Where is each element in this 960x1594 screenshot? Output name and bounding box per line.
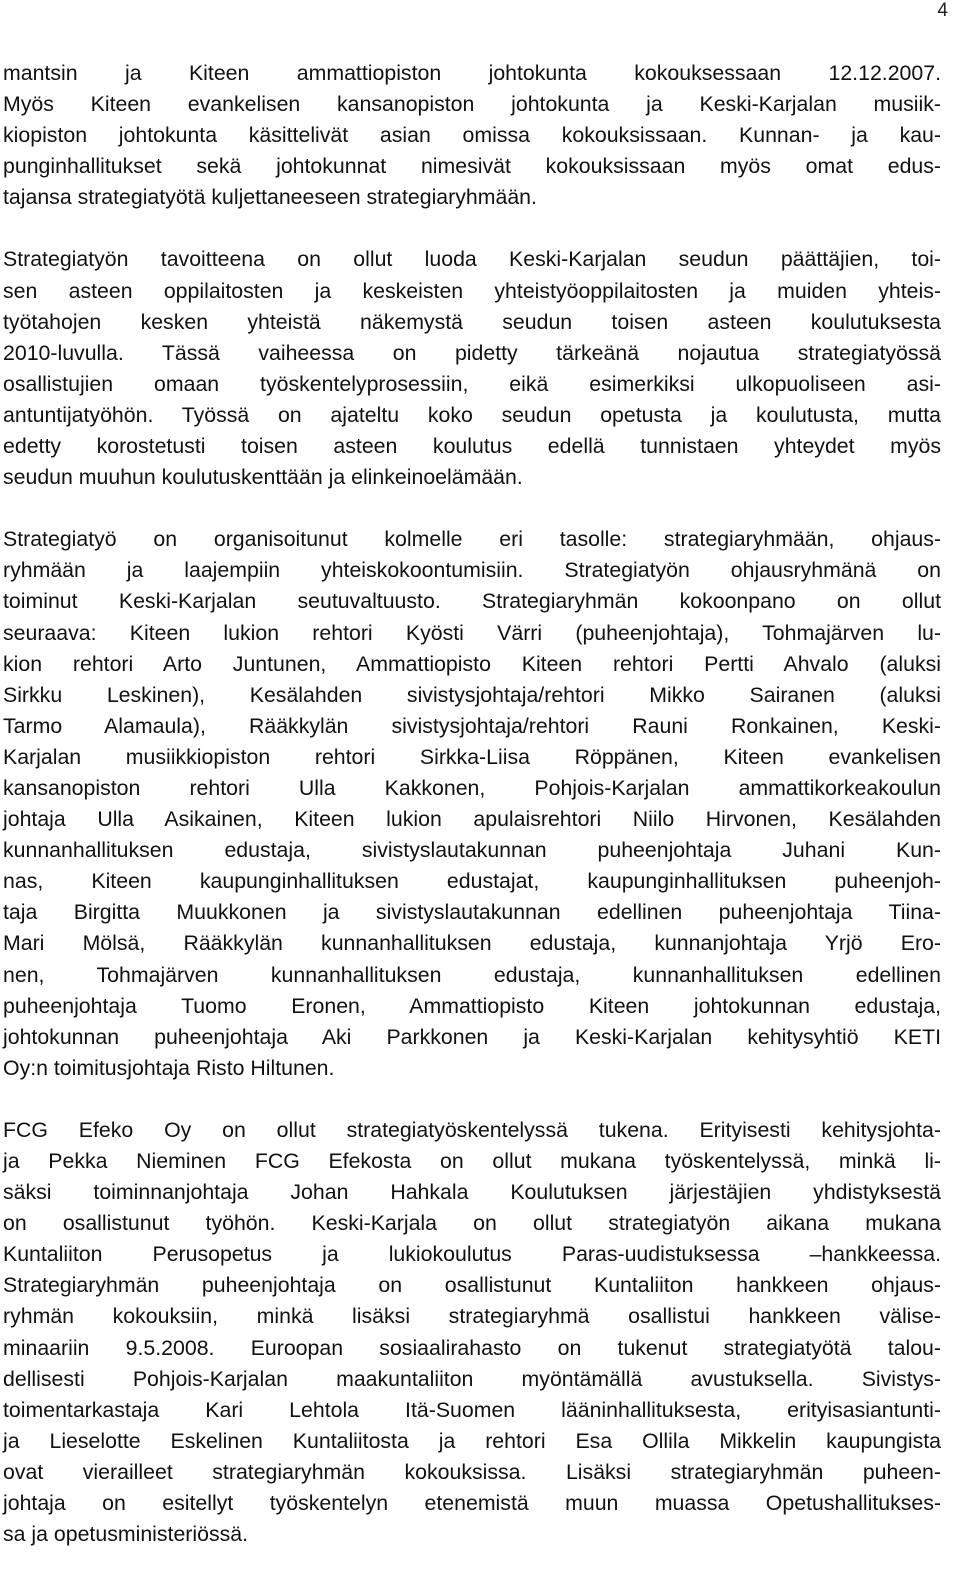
- text-line: osallistujien omaan työskentelyprosessiin, eikä esimerkiksi ulkopuoliseen asi-: [3, 371, 941, 396]
- text-line: toimentarkastaja Kari Lehtola Itä-Suomen lääninhallituksesta, erityisasiantunti-: [3, 1397, 941, 1422]
- text-line: johtaja Ulla Asikainen, Kiteen lukion apulaisrehtori Niilo Hirvonen, Kesälahden: [3, 807, 941, 832]
- text-line: ryhmän kokouksiin, minkä lisäksi strategiaryhmä osallistui hankkeen välise-: [3, 1304, 941, 1329]
- text-line: seuraava: Kiteen lukion rehtori Kyösti Värri (puheenjohtaja), Tohmajärven lu-: [3, 620, 941, 645]
- text-line: punginhallitukset sekä johtokunnat nimesivät kokouksissaan myös omat edus-: [3, 154, 941, 179]
- paragraph: [3, 524, 941, 1084]
- text-line: Myös Kiteen evankelisen kansanopiston johtokunta ja Keski-Karjalan musiik-: [3, 92, 941, 117]
- paragraph: [3, 58, 941, 213]
- text-line: taja Birgitta Muukkonen ja sivistyslautakunnan edellinen puheenjohtaja Tiina-: [3, 900, 941, 925]
- text-line: Tarmo Alamaula), Rääkkylän sivistysjohtaja/rehtori Rauni Ronkainen, Keski-: [3, 713, 941, 738]
- text-line: nen, Tohmajärven kunnanhallituksen edustaja, kunnanhallituksen edellinen: [3, 962, 941, 987]
- text-line: ryhmään ja laajempiin yhteiskokoontumisiin. Strategiatyön ohjausryhmänä on: [3, 558, 941, 583]
- text-line: kunnanhallituksen edustaja, sivistyslautakunnan puheenjohtaja Juhani Kun-: [3, 838, 941, 863]
- text-line: sa ja opetusministeriössä.: [3, 1522, 249, 1547]
- text-line: Mari Mölsä, Rääkkylän kunnanhallituksen edustaja, kunnanjohtaja Yrjö Ero-: [3, 931, 941, 956]
- text-line: ja Pekka Nieminen FCG Efekosta on ollut mukana työskentelyssä, minkä li-: [3, 1149, 941, 1173]
- text-line: Kuntaliiton Perusopetus ja lukiokoulutus Paras-uudistuksessa –hankkeessa.: [3, 1242, 941, 1267]
- text-line: ovat vierailleet strategiaryhmän kokouksissa. Lisäksi strategiaryhmän puheen-: [3, 1459, 941, 1484]
- text-line: antuntijatyöhön. Työssä on ajateltu koko seudun opetusta ja koulutusta, mutta: [3, 402, 941, 427]
- text-line: 2010-luvulla. Tässä vaiheessa on pidetty tärkeänä nojautua strategiatyössä: [3, 340, 941, 365]
- text-line: Karjalan musiikkiopiston rehtori Sirkka-Liisa Röppänen, Kiteen evankelisen: [3, 744, 941, 769]
- text-line: Sirkku Leskinen), Kesälahden sivistysjohtaja/rehtori Mikko Sairanen (aluksi: [3, 682, 941, 707]
- paragraph: [3, 244, 941, 493]
- paragraph: [3, 1115, 941, 1550]
- text-line: mantsin ja Kiteen ammattiopiston johtokunta kokouksessaan 12.12.2007.: [3, 61, 941, 85]
- text-line: Oy:n toimitusjohtaja Risto Hiltunen.: [3, 1055, 335, 1080]
- text-line: on osallistunut työhön. Keski-Karjala on ollut strategiatyön aikana mukana: [3, 1211, 941, 1236]
- text-line: Strategiaryhmän puheenjohtaja on osallistunut Kuntaliiton hankkeen ohjaus-: [3, 1273, 941, 1298]
- text-line: johtokunnan puheenjohtaja Aki Parkkonen ja Keski-Karjalan kehitysyhtiö KETI: [3, 1024, 941, 1049]
- text-line: toiminut Keski-Karjalan seutuvaltuusto. Strategiaryhmän kokoonpano on ollut: [3, 589, 941, 614]
- text-line: sen asteen oppilaitosten ja keskeisten yhteistyöoppilaitosten ja muiden yhteis-: [3, 278, 941, 303]
- document-body: [3, 58, 941, 1581]
- text-line: FCG Efeko Oy on ollut strategiatyöskentelyssä tukena. Erityisesti kehitysjohta-: [3, 1117, 941, 1142]
- text-line: minaariin 9.5.2008. Euroopan sosiaalirahasto on tukenut strategiatyötä talou-: [3, 1335, 941, 1360]
- text-line: tajansa strategiatyötä kuljettaneeseen strategiaryhmään.: [3, 185, 537, 210]
- text-line: Strategiatyö on organisoitunut kolmelle eri tasolle: strategiaryhmään, ohjaus-: [3, 527, 941, 552]
- text-line: johtaja on esitellyt työskentelyn etenemistä muun muassa Opetushallitukses-: [3, 1491, 941, 1516]
- text-line: Strategiatyön tavoitteena on ollut luoda Keski-Karjalan seudun päättäjien, toi-: [3, 247, 941, 272]
- text-line: ja Lieselotte Eskelinen Kuntaliitosta ja rehtori Esa Ollila Mikkelin kaupungista: [3, 1428, 941, 1453]
- text-line: säksi toiminnanjohtaja Johan Hahkala Koulutuksen järjestäjien yhdistyksestä: [3, 1180, 941, 1205]
- text-line: seudun muuhun koulutuskenttään ja elinkeinoelämään.: [3, 465, 523, 490]
- text-line: kiopiston johtokunta käsittelivät asian omissa kokouksissaan. Kunnan- ja kau-: [3, 123, 941, 148]
- text-line: edetty korostetusti toisen asteen koulutus edellä tunnistaen yhteydet myös: [3, 434, 941, 459]
- text-line: dellisesti Pohjois-Karjalan maakuntaliiton myöntämällä avustuksella. Sivistys-: [3, 1366, 941, 1391]
- text-line: puheenjohtaja Tuomo Eronen, Ammattiopisto Kiteen johtokunnan edustaja,: [3, 993, 941, 1018]
- page-number: 4: [937, 0, 948, 21]
- text-line: kansanopiston rehtori Ulla Kakkonen, Pohjois-Karjalan ammattikorkeakoulun: [3, 775, 941, 800]
- text-line: nas, Kiteen kaupunginhallituksen edustajat, kaupunginhallituksen puheenjoh-: [3, 869, 941, 894]
- text-line: työtahojen kesken yhteistä näkemystä seudun toisen asteen koulutuksesta: [3, 309, 941, 334]
- text-line: kion rehtori Arto Juntunen, Ammattiopisto Kiteen rehtori Pertti Ahvalo (aluksi: [3, 651, 941, 676]
